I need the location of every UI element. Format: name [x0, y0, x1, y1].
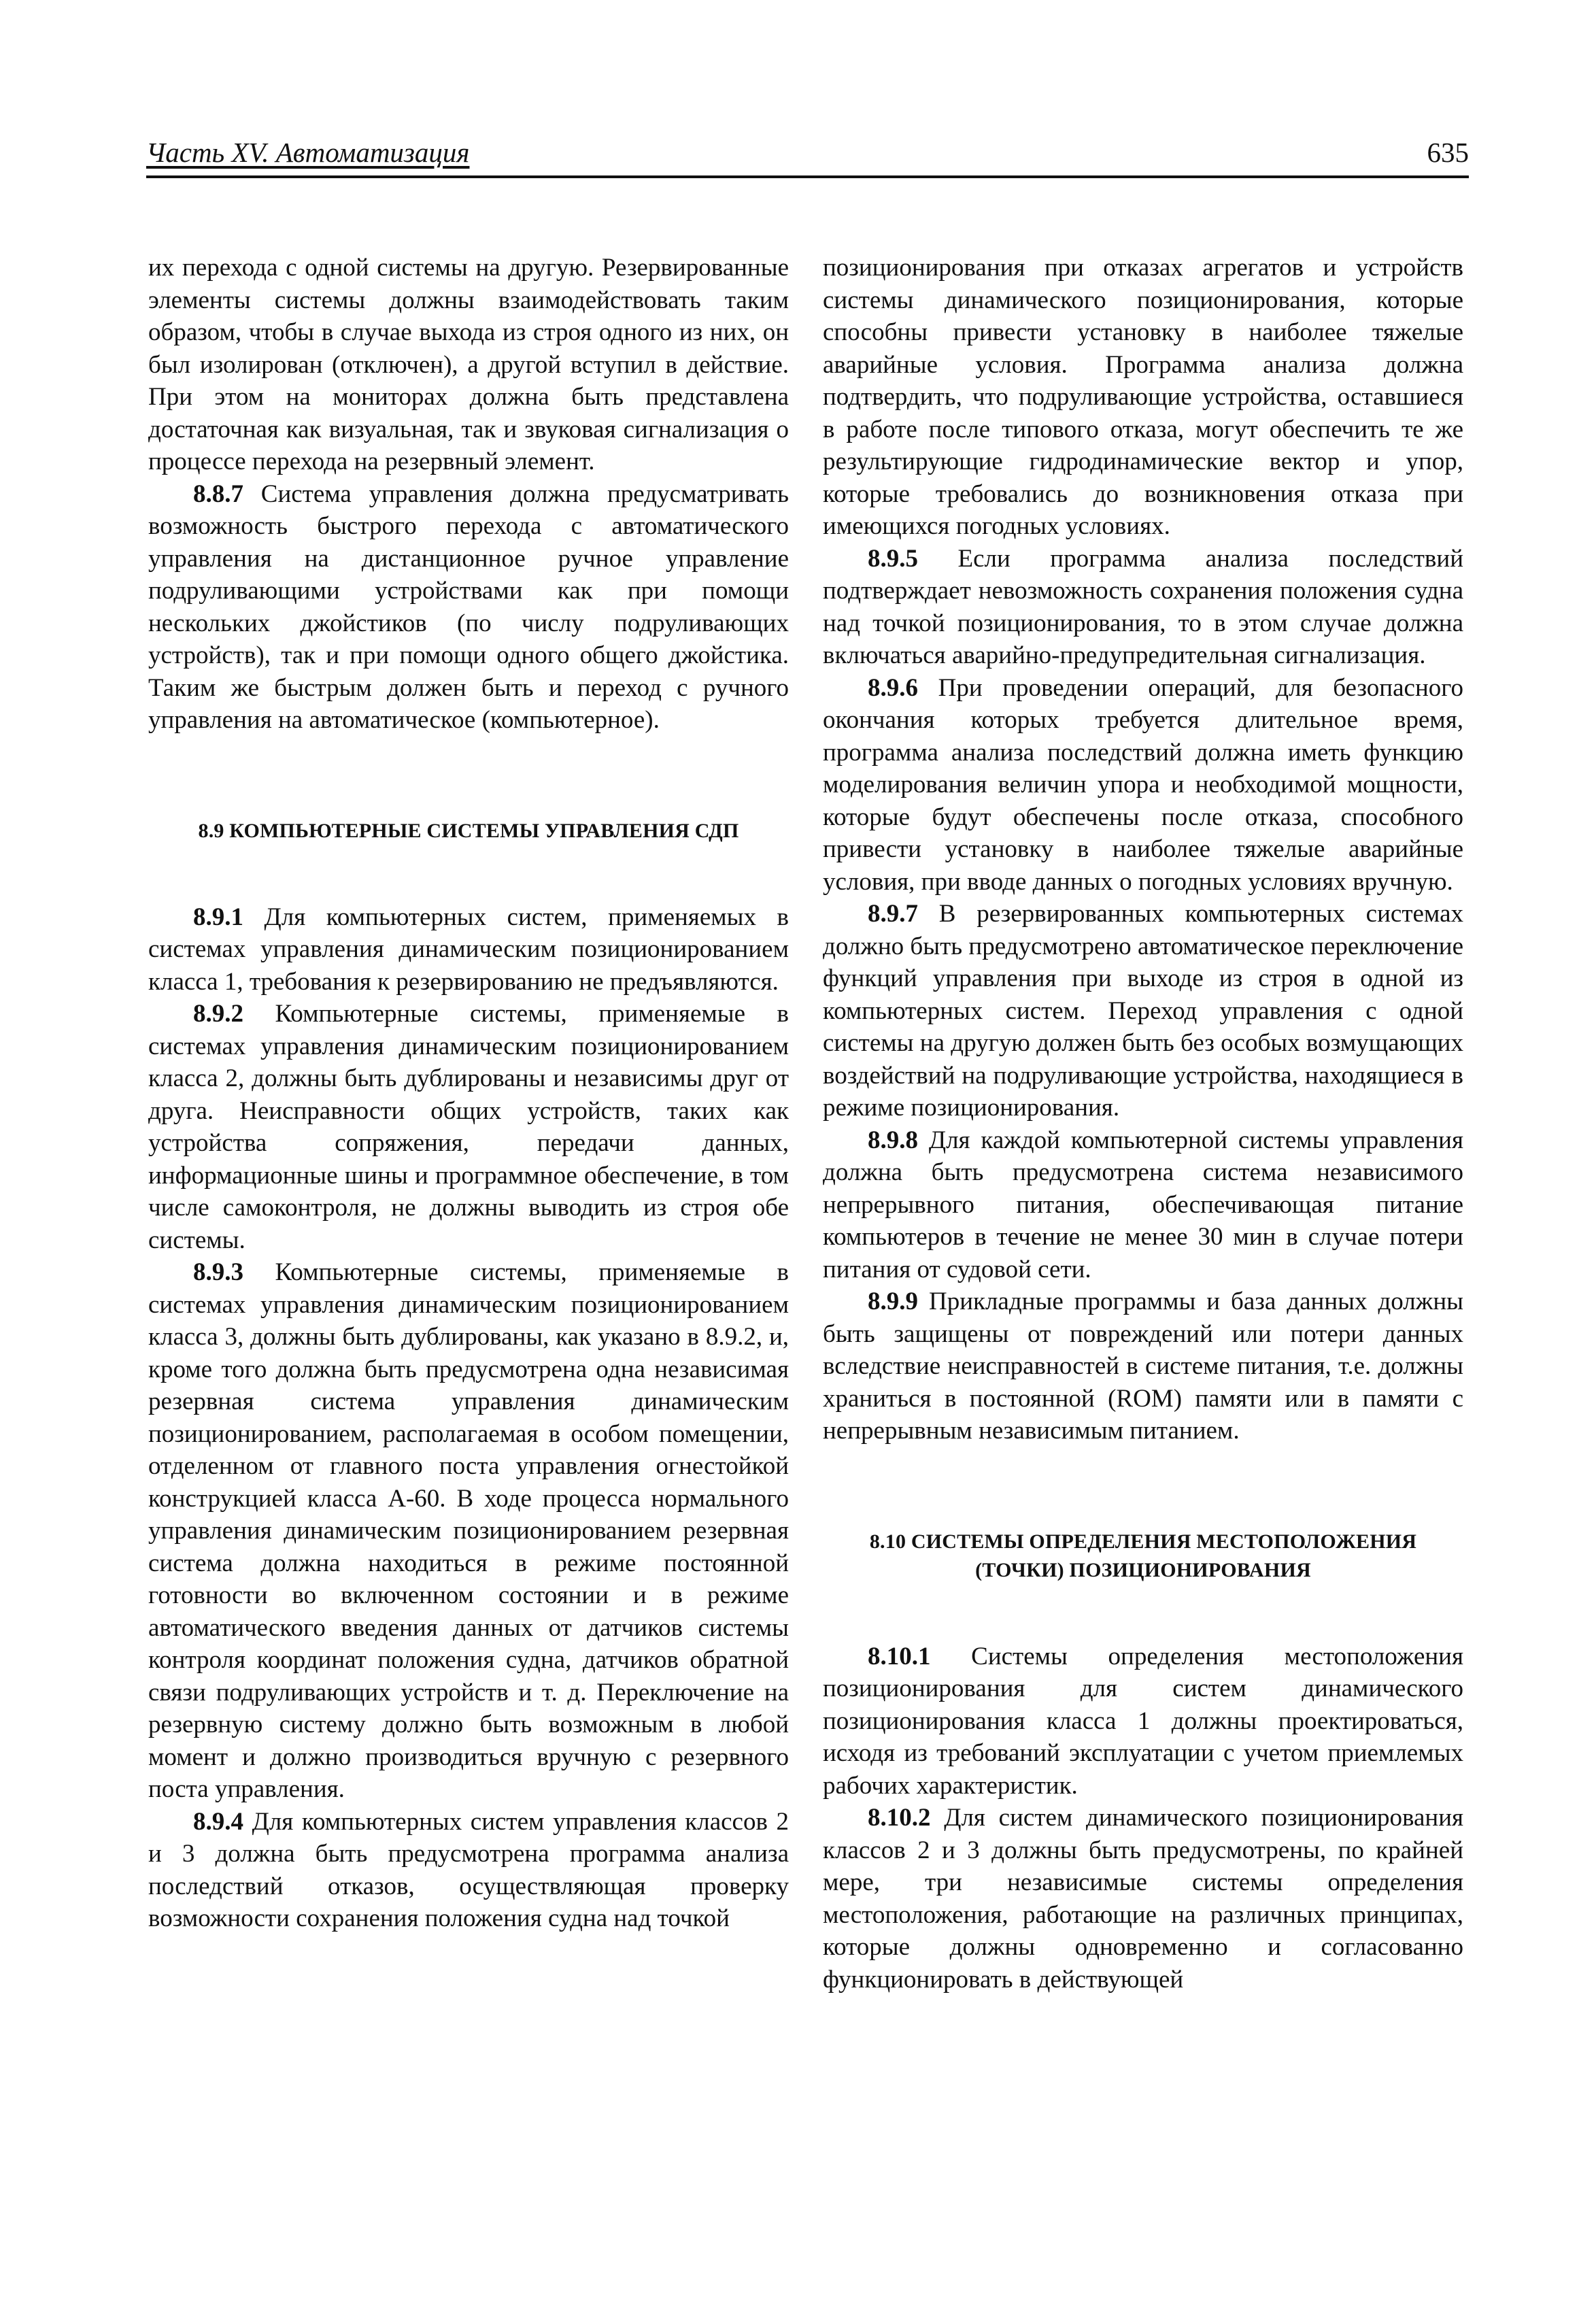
clause-number: 8.8.7 — [193, 480, 243, 508]
clause-number: 8.9.8 — [868, 1126, 918, 1154]
page-number: 635 — [1427, 137, 1469, 168]
clause-number: 8.10.1 — [868, 1642, 931, 1670]
paragraph-8-9-4 — [148, 1806, 789, 1935]
clause-number: 8.9.4 — [193, 1807, 243, 1836]
clause-number: 8.9.7 — [868, 900, 918, 928]
right-column — [823, 252, 1463, 1996]
paragraph-8-9-6 — [823, 672, 1463, 898]
paragraph-text: В резервированных компьютерных системах должно быть предусмотрено автоматическое переключение функций управления при выходе из строя в одной из компьютерных систем. Переход управления с одной системы на другую должен быть без особых возмущающих воздействий на подруливающие устройства, находящиеся в режиме позиционирования. — [823, 900, 1463, 1122]
section-heading-8-9: 8.9 КОМПЬЮТЕРНЫЕ СИСТЕМЫ УПРАВЛЕНИЯ СДП — [198, 819, 739, 842]
paragraph-text: Компьютерные системы, применяемые в системах управления динамическим позиционированием класса 2, должны быть дублированы и независимы друг от друга. Неисправности общих устройств, таких как устройства сопряжения, передачи данных, информационные шины и программное обеспечение, в том числе самоконтроля, не должны выводить из строя обе системы. — [148, 1000, 789, 1254]
paragraph-text: Для компьютерных систем, применяемых в системах управления динамическим позиционированием класса 1, требования к резервированию не предъявляются. — [148, 903, 789, 996]
paragraph-8-9-5 — [823, 543, 1463, 672]
clause-number: 8.9.1 — [193, 903, 243, 931]
paragraph-8-9-3 — [148, 1256, 789, 1806]
paragraph: их перехода с одной системы на другую. Резервированные элементы системы должны взаимодействовать таким образом, чтобы в случае выхода из строя одного из них, он был изолирован (отключен), а другой вступил в действие. При этом на мониторах должна быть представлена достаточная как визуальная, так и звуковая сигнализация о процессе перехода на резервный элемент. — [148, 254, 789, 475]
paragraph-text: Для каждой компьютерной системы управления должна быть предусмотрена система независимого непрерывного питания, обеспечивающая питание компьютеров в течение не менее 30 мин в случае потери питания от судовой сети. — [823, 1126, 1463, 1283]
paragraph-8-8-7 — [148, 478, 789, 737]
paragraph-8-9-9 — [823, 1285, 1463, 1447]
running-title: Часть XV. Автоматизация — [146, 137, 470, 168]
paragraph: позиционирования при отказах агрегатов и устройств системы динамического позиционирования, которые способны привести установку в наиболее тяжелые аварийные условия. Программа анализа должна подтвердить, что подруливающие устройства, оставшиеся в работе после типового отказа, могут обеспечить те же результирующие гидродинамические вектор и упор, которые требовались до возникновения отказа при имеющихся погодных условиях. — [823, 254, 1463, 540]
paragraph-8-10-2 — [823, 1802, 1463, 1996]
clause-number: 8.9.3 — [193, 1258, 243, 1286]
spacer — [148, 737, 789, 817]
clause-number: 8.9.5 — [868, 544, 918, 573]
paragraph-8-9-8 — [823, 1124, 1463, 1286]
running-header — [146, 135, 1469, 178]
paragraph-8-10-1 — [823, 1641, 1463, 1802]
paragraph-8-9-1 — [148, 901, 789, 998]
paragraph-text: Прикладные программы и база данных должны быть защищены от повреждений или потери данных вследствие неисправностей в системе питания, т.е. должны храниться в постоянной (ROM) памяти или в памяти с непрерывным независимым питанием. — [823, 1288, 1463, 1445]
paragraph-text: При проведении операций, для безопасного окончания которых требуется длительное время, программа анализа последствий должна иметь функцию моделирования величин упора и необходимой мощности, которые будут обеспечены после отказа, способного привести установку в наиболее тяжелые аварийные условия, при вводе данных о погодных условиях вручную. — [823, 673, 1464, 896]
section-heading-8-10: 8.10 СИСТЕМЫ ОПРЕДЕЛЕНИЯ МЕСТОПОЛОЖЕНИЯ (ТОЧКИ) ПОЗИЦИОНИРОВАНИЯ — [869, 1530, 1417, 1581]
spacer — [823, 1585, 1463, 1641]
paragraph-text: Компьютерные системы, применяемые в системах управления динамическим позиционированием класса 3, должны быть дублированы, как указано в 8.9.2, и, кроме того должна быть предусмотрена одна независимая резервная система управления динамическим позиционированием, располагаемая в особом помещении, отделенном от главного поста управления огнестойкой конструкцией класса А-60. В ходе процесса нормального управления динамическим позиционированием резервная система должна находиться в режиме постоянной готовности во включенном состоянии и в режиме автоматического введения данных от датчиков системы контроля координат положения судна, датчиков обратной связи подруливающих устройств и т. д. Переключение на резервную систему должно быть возможным в любой момент и должно производиться вручную с резервного поста управления. — [148, 1258, 789, 1803]
paragraph-text: Если программа анализа последствий подтверждает невозможность сохранения положения судна над точкой позиционирования, то в этом случае должна включаться аварийно-предупредительная сигнализация. — [823, 544, 1463, 669]
spacer — [148, 845, 789, 901]
paragraph-text: Для систем динамического позиционирования классов 2 и 3 должны быть предусмотрены, по крайней мере, три независимые системы определения местоположения, работающие на различных принципах, которые должны одновременно и согласованно функционировать в действующей — [823, 1804, 1464, 1994]
clause-number: 8.10.2 — [868, 1804, 931, 1832]
paragraph-8-9-7 — [823, 898, 1463, 1124]
paragraph-text: Системы определения местоположения позиционирования для систем динамического позиционирования класса 1 должны проектироваться, исходя из требований эксплуатации с учетом приемлемых рабочих характеристик. — [823, 1642, 1464, 1800]
spacer — [823, 1447, 1463, 1528]
paragraph-8-9-2 — [148, 998, 789, 1256]
left-column — [148, 252, 789, 1935]
paragraph-text: Система управления должна предусматривать возможность быстрого перехода с автоматического управления на дистанционное ручное управление подруливающими устройствами как при помощи нескольких джойстиков (по числу подруливающих устройств), так и при помощи одного общего джойстика. Таким же быстрым должен быть и переход с ручного управления на автоматическое (компьютерное). — [148, 480, 789, 734]
paragraph-text: Для компьютерных систем управления классов 2 и 3 должна быть предусмотрена программа анализа последствий отказов, осуществляющая проверку возможности сохранения положения судна над точкой — [148, 1807, 789, 1932]
clause-number: 8.9.6 — [868, 673, 918, 702]
clause-number: 8.9.9 — [868, 1288, 918, 1315]
clause-number: 8.9.2 — [193, 1000, 243, 1028]
